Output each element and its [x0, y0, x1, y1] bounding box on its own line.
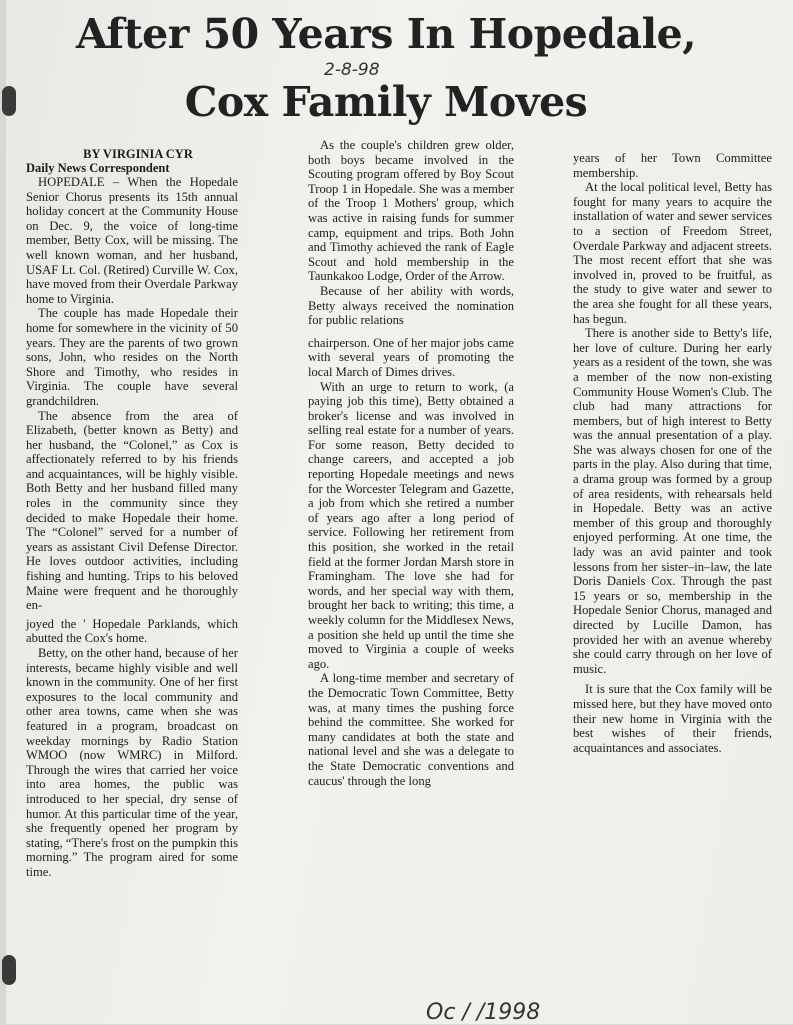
- paragraph: chairperson. One of her major jobs came with several years of promoting the local March of Dimes drives.: [308, 335, 514, 379]
- paragraph: years of her Town Committee membership.: [573, 151, 772, 180]
- handwritten-bottom-note: Oc / /1998: [426, 1000, 541, 1025]
- byline: BY VIRGINIA CYR: [83, 147, 193, 161]
- paragraph: At the local political level, Betty has fought for many years to acquire the installation of water and sewer services to a section of Freedom Street, Overdale Parkway and adjacent streets. The most recent effort that she was involved in, proved to be fruitful, as the study to give water and sewer to the area she fought for all these years, has begun.: [573, 180, 772, 326]
- column-break: [308, 328, 514, 336]
- paragraph: joyed the ' Hopedale Parklands, which abutted the Cox's home.: [26, 616, 238, 646]
- article-column-2: [308, 138, 514, 788]
- byline-title: Daily News Correspondent: [26, 161, 170, 175]
- paragraph: With an urge to return to work, (a paying job this time), Betty obtained a broker's license and was involved in selling real estate for a number of years. For some reason, Betty decided to change careers, and accepted a job reporting Hopedale meetings and news for the Worcester Telegram and Gazette, a job from which she retired a number of years ago after a long period of service. Following her retirement from this position, she worked in the retail field at the former Jordan Marsh store in Framingham. The love she had for words, and her special way with them, brought her back to writing; this time, a weekly column for the Middlesex News, a position she held up until the time she moved to Virginia a couple of weeks ago.: [308, 379, 514, 671]
- paragraph: There is another side to Betty's life, her love of culture. During her early years as a resident of the town, she was a member of the now non-existing Community House Women's Club. The club had many attractions for members, but of high interest to Betty was the annual presentation of a play. She was always chosen for one of the parts in the play. Also during that time, a drama group was formed by a group of area residents, with rehearsals held in Hopedale. Betty was an active member of this group and thoroughly enjoyed performing. At one time, the lady was an avid painter and took lessons from her sister–in–law, the late Doris Daniels Cox. Through the past 15 years or so, membership in the Hopedale Senior Chorus, managed and directed by Lucille Damon, has provided her with an avenue whereby she could carry through on her love of music.: [573, 326, 772, 676]
- paragraph: A long-time member and secretary of the Democratic Town Committee, Betty was, at many times the pushing force behind the committee. She worked for many candidates at both the state and national level and she was a delegate to the State Democratic conventions and caucus' through the long: [308, 671, 514, 788]
- paragraph: The couple has made Hopedale their home for somewhere in the vicinity of 50 years. They are the parents of two grown sons, John, who resides on the North Shore and Timothy, who resides in Virginia. The couple have several grandchildren.: [26, 306, 238, 408]
- binder-ring: [2, 955, 16, 985]
- clipping-page: [6, 0, 793, 1024]
- paragraph: It is sure that the Cox family will be missed here, but they have moved onto their new home in Virginia with the best wishes of their friends, acquaintances and associates.: [573, 682, 772, 755]
- handwritten-date: 2-8-98: [324, 60, 380, 80]
- paragraph: HOPEDALE – When the Hopedale Senior Chorus presents its 15th annual holiday concert at the Community House on Dec. 9, the voice of long-time member, Betty Cox, will be missing. The well known woman, and her husband, USAF Lt. Col. (Retired) Curville W. Cox, have moved from their Overdale Parkway home to Virginia.: [26, 175, 238, 306]
- article-column-1: [26, 147, 238, 880]
- paragraph: The absence from the area of Elizabeth, (better known as Betty) and her husband, the “Colonel,” as Cox is affectionately referred to by his friends and acquaintances, will be highly visible. Both Betty and her husband filled many roles in the community since they decided to make Hopedale their home. The “Colonel” served for a number of years as assistant Civil Defense Director. He loves outdoor activities, including fishing and hunting. Trips to his beloved Maine were frequent and he thoroughly en-: [26, 408, 238, 613]
- paragraph: Because of her ability with words, Betty always received the nomination for public relations: [308, 283, 514, 328]
- paragraph: As the couple's children grew older, both boys became involved in the Scouting program offered by Boy Scout Troop 1 in Hopedale. She was a member of the Troop 1 Mothers' group, which was active in raising funds for summer camp, equipment and trips. Both John and Timothy achieved the rank of Eagle Scout and hold membership in the Taunkakoo Lodge, Order of the Arrow.: [308, 138, 514, 284]
- headline-line-1: After 50 Years In Hopedale,: [75, 10, 697, 58]
- article-column-3: [573, 151, 772, 755]
- headline-line-2: Cox Family Moves: [184, 78, 588, 126]
- paragraph: Betty, on the other hand, because of her interests, became highly visible and well known in the community. One of her first exposures to the local community and other area towns, came when she was featured in a program, broadcast on weekday mornings by Radio Station WMOO (now WMRC) in Milford. Through the wires that carried her voice into area homes, the public was introduced to her special, dry sense of humor. At this particular time of the year, she frequently opened her program by stating, “There's frost on the pumpkin this morning.” The program aired for some time.: [26, 646, 238, 879]
